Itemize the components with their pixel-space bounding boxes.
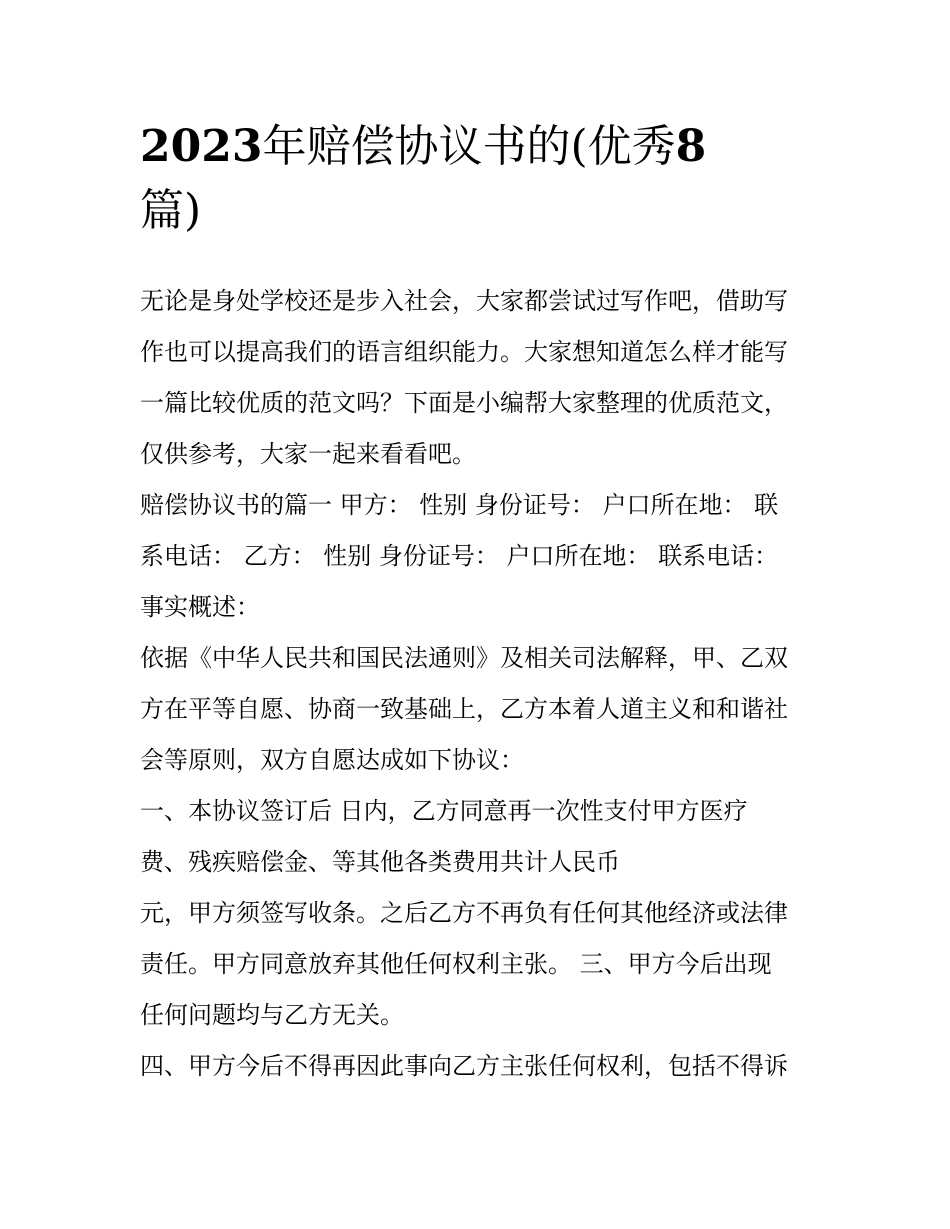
body-line: 四、甲方今后不得再因此事向乙方主张任何权利，包括不得诉	[140, 1052, 788, 1080]
title-year: 2023	[140, 121, 263, 172]
body-line: 费、残疾赔偿金、等其他各类费用共计人民币	[140, 848, 620, 876]
title-text: 年赔偿协议书的(优秀	[262, 121, 676, 172]
body-line: 元，甲方须签写收条。之后乙方不再负有任何其他经济或法律	[140, 899, 788, 927]
body-line: 依据《中华人民共和国民法通则》及相关司法解释，甲、乙双	[140, 644, 788, 672]
body-line: 一篇比较优质的范文吗？下面是小编帮大家整理的优质范文，	[140, 389, 788, 417]
body-line: 无论是身处学校还是步入社会，大家都尝试过写作吧，借助写	[140, 287, 788, 315]
title-line-1	[140, 115, 820, 179]
body-line: 方在平等自愿、协商一致基础上，乙方本着人道主义和和谐社	[140, 695, 788, 723]
body-line: 事实概述：	[140, 593, 260, 621]
title-line-2: 篇)	[140, 185, 202, 236]
body-line: 任何问题均与乙方无关。	[140, 1001, 404, 1029]
body-line: 系电话： 乙方： 性别 身份证号： 户口所在地： 联系电话：	[140, 542, 779, 570]
body-line: 责任。甲方同意放弃其他任何权利主张。 三、甲方今后出现	[140, 950, 772, 978]
body-line: 作也可以提高我们的语言组织能力。大家想知道怎么样才能写	[140, 338, 788, 366]
body-line: 赔偿协议书的篇一 甲方： 性别 身份证号： 户口所在地： 联	[140, 491, 779, 519]
document-title	[140, 115, 820, 243]
body-line: 仅供参考，大家一起来看看吧。	[140, 440, 476, 468]
document-body	[140, 276, 820, 1092]
body-line: 一、本协议签订后 日内，乙方同意再一次性支付甲方医疗	[140, 797, 748, 825]
body-line: 会等原则，双方自愿达成如下协议：	[140, 746, 524, 774]
title-count: 8	[675, 121, 707, 172]
